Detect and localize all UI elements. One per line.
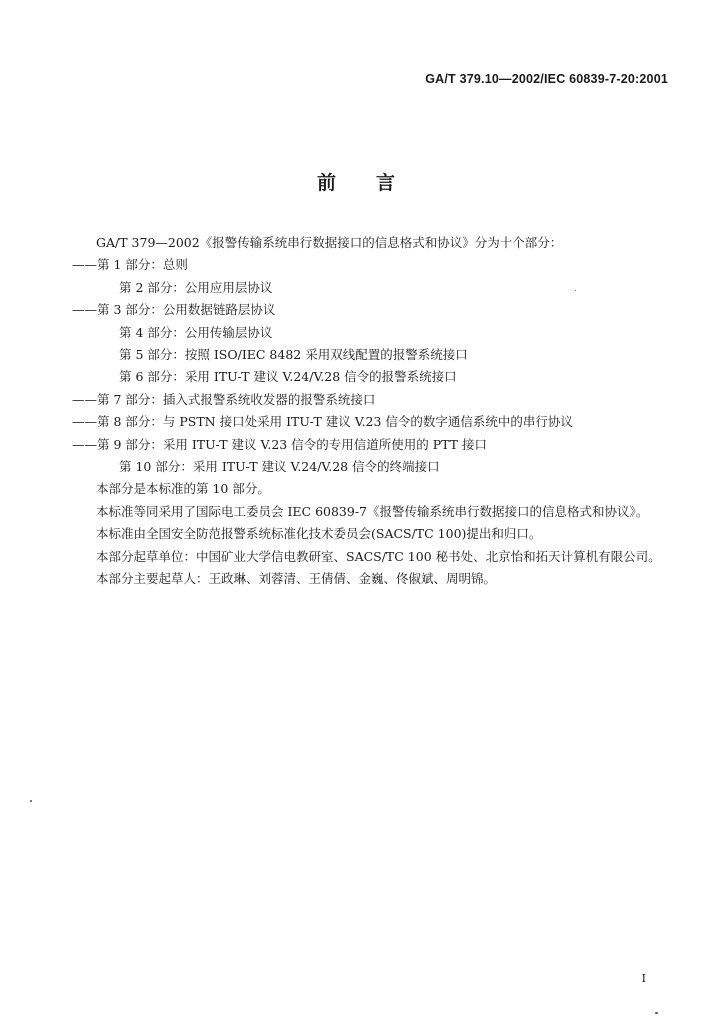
intro-paragraph: GA/T 379—2002《报警传输系统串行数据接口的信息格式和协议》分为十个部分： <box>96 235 563 250</box>
part-item: 第 10 部分：采用 ITU-T 建议 V.24/V.28 信令的终端接口 <box>119 459 440 475</box>
part-item: 第 6 部分：采用 ITU-T 建议 V.24/V.28 信令的报警系统接口 <box>119 369 457 385</box>
scan-speck <box>655 1012 658 1014</box>
scan-speck <box>30 800 32 802</box>
title-char-2: 言 <box>376 172 396 194</box>
standard-code: GA/T 379.10—2002/IEC 60839-7-20:2001 <box>425 72 668 86</box>
part-dash: —— <box>72 257 97 273</box>
part-item: ——第 7 部分：插入式报警系统收发器的报警系统接口 <box>72 391 376 407</box>
part-dash: —— <box>72 414 97 430</box>
part-item: ——第 1 部分：总则 <box>72 257 188 273</box>
paragraph: 本标准由全国安全防范报警系统标准化技术委员会(SACS/TC 100)提出和归口。 <box>96 526 542 542</box>
scan-speck <box>575 290 576 291</box>
part-item: ——第 3 部分：公用数据链路层协议 <box>72 302 276 318</box>
paragraph: 本部分主要起草人：王政琳、刘蓉清、王倩倩、金巍、佟俶斌、周明锦。 <box>96 571 497 587</box>
paragraph: 本部分是本标准的第 10 部分。 <box>96 481 270 497</box>
part-dash: —— <box>72 436 97 452</box>
part-dash: —— <box>72 391 97 407</box>
page-number: I <box>641 972 646 985</box>
part-item: 第 2 部分：公用应用层协议 <box>119 279 273 295</box>
part-dash: —— <box>72 302 97 318</box>
part-item: 第 5 部分：按照 ISO/IEC 8482 采用双线配置的报警系统接口 <box>119 347 468 363</box>
part-item: ——第 9 部分：采用 ITU-T 建议 V.23 信令的专用信道所使用的 PTT 接口 <box>72 436 487 452</box>
title-char-1: 前 <box>316 172 336 194</box>
paragraph: 本标准等同采用了国际电工委员会 IEC 60839-7《报警传输系统串行数据接口的信息格式和协议》。 <box>96 503 649 519</box>
page-title <box>0 168 712 195</box>
part-item: ——第 8 部分：与 PSTN 接口处采用 ITU-T 建议 V.23 信令的数字通信系统中的串行协议 <box>72 414 573 430</box>
paragraph: 本部分起草单位：中国矿业大学信电教研室、SACS/TC 100 秘书处、北京怡和拓天计算机有限公司。 <box>96 548 661 564</box>
foreword-body <box>68 232 666 591</box>
part-item: 第 4 部分：公用传输层协议 <box>119 324 273 340</box>
